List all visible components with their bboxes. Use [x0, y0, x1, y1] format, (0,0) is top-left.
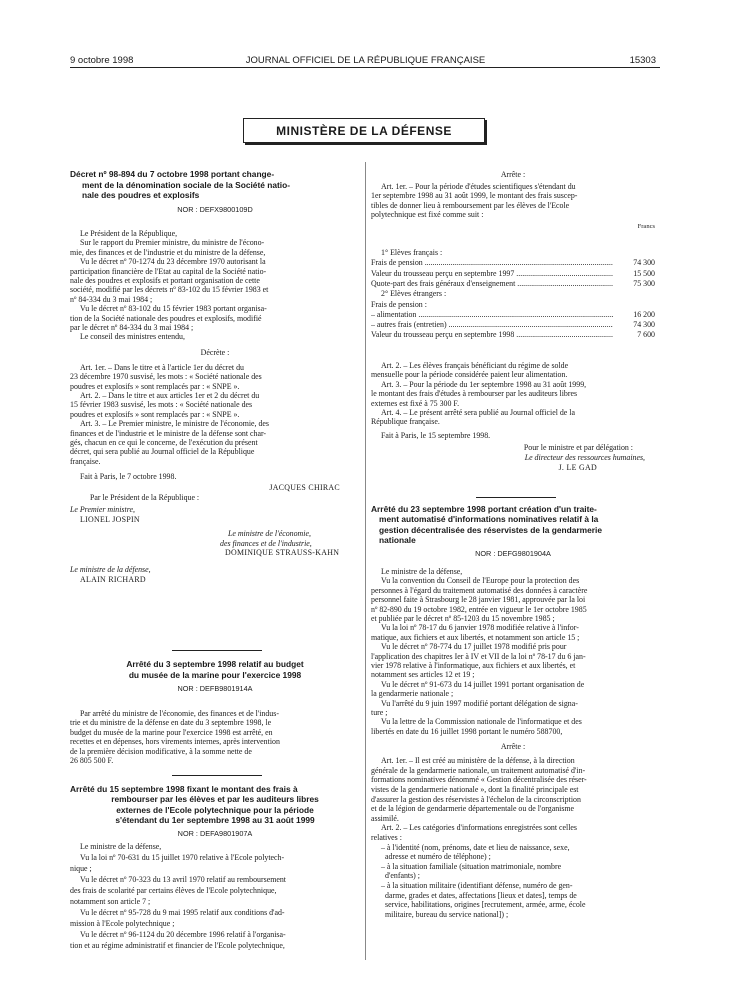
fee-label: – autres frais (entretien) .....	[371, 320, 613, 329]
fee-table-row	[371, 279, 655, 288]
decree-title: Décret nº 98-894 du 7 octobre 1998 portant change-	[70, 170, 275, 179]
signatory-title: Le Premier ministre,	[70, 505, 135, 515]
decree-title: ment de la dénomination sociale de la Société natio-	[82, 180, 291, 190]
paragraph-line: trie et du ministre de la défense en date du 3 septembre 1998, le	[70, 718, 272, 728]
fee-amount	[613, 300, 655, 309]
paragraph-line: budget du musée de la marine pour l'exercice 1998 est arrêté, en	[70, 727, 273, 737]
article-line: darme, grades et dates, affectations [lieux et dates], temps de	[385, 890, 577, 900]
article-line: externes est fixé à 75 300 F.	[371, 398, 460, 408]
article-line: tibles de donner lieu à remboursement par les élèves de l'Ecole	[371, 200, 570, 210]
fee-table-row	[371, 320, 655, 329]
article-line: militaire, bureau du service national]) ;	[385, 909, 509, 919]
article-line: Art. 1er. – Il est créé au ministère de la défense, à la direction	[381, 756, 575, 766]
paragraph-line: la gendarmerie nationale ;	[371, 689, 454, 699]
fee-amount: 74 300	[633, 320, 655, 330]
fee-amount: 74 300	[633, 258, 655, 268]
fee-table-row	[371, 289, 655, 298]
section-separator	[172, 775, 262, 776]
arrete-title: du musée de la marine pour l'exercice 1998	[128, 670, 302, 680]
section-separator	[172, 650, 262, 651]
fee-amount	[613, 248, 655, 257]
article-line: et de la légion de gendarmerie départementale ou de l'organisme	[371, 804, 575, 814]
header-journal-title: JOURNAL OFFICIEL DE LA RÉPUBLIQUE FRANÇAISE	[245, 55, 486, 66]
paragraph-line: tion de la Société nationale des poudres et explosifs, modifié	[70, 313, 262, 323]
arrete-title: s'étendant du 1er septembre 1998 au 31 août 1999	[115, 815, 315, 825]
article-line: Art. 1er. – Pour la période d'études scientifiques s'étendant du	[381, 182, 576, 191]
article-line: finances et de l'industrie et le ministre de la défense sont char-	[70, 428, 267, 438]
paragraph-line: Vu le décret nº 91-673 du 14 juillet 1991 portant organisation de	[381, 679, 585, 689]
paragraph-line: personnel faite à Strasbourg le 28 janvier 1981, approuvée par la loi	[371, 595, 586, 605]
paragraph-line: Vu la convention du Conseil de l'Europe pour la protection des	[381, 576, 580, 586]
article-line: 23 décembre 1970 susvisé, les mots : « Société nationale des	[70, 372, 262, 382]
paragraph-line: notamment ses articles 12 et 19 ;	[371, 670, 475, 680]
article-line: Art. 1er. – Dans le titre et à l'article 1er du décret du	[80, 362, 244, 372]
paragraph-line: nº 82-890 du 19 octobre 1982, entrée en vigueur le 1er octobre 1985	[371, 604, 587, 614]
paragraph-line: Par arrêté du ministre de l'économie, des finances et de l'indus-	[80, 709, 279, 718]
article-line: République française.	[371, 417, 440, 427]
paragraph-line: Vu le décret nº 70-1274 du 23 décembre 1970 autorisant la	[80, 257, 266, 267]
nor-reference: NOR : DEFA9801907A	[177, 829, 253, 838]
paragraph-line: nº 84-334 du 3 mai 1984 ;	[70, 294, 153, 304]
fee-amount: 75 300	[633, 278, 655, 288]
fee-label: 1° Elèves français :	[381, 248, 443, 257]
arrete-title: externes de l'Ecole polytechnique pour la période	[116, 805, 314, 815]
paragraph-line: mie, des finances et de l'industrie et du ministre de la défense,	[70, 247, 266, 257]
article-line: Art. 2. – Les catégories d'informations enregistrées sont celles	[381, 823, 577, 833]
article-line: Art. 3. – Le Premier ministre, le ministre de l'économie, des	[80, 419, 269, 429]
article-line: mensuelle pour la période considérée paient leur alimentation.	[371, 370, 568, 380]
fee-label: – alimentation .....	[371, 310, 613, 319]
fee-label: Valeur du trousseau perçu en septembre 1997 .....	[371, 269, 613, 278]
paragraph-line: vier 1978 relative à l'informatique, aux fichiers et aux libertés, et	[371, 661, 576, 670]
paragraph-line: mission à l'Ecole polytechnique ;	[70, 919, 175, 928]
arrete-title: ment automatisé d'informations nominatives relatif à la	[379, 515, 599, 525]
signatory-title: Le ministre de l'économie,	[228, 529, 311, 539]
section-separator	[476, 497, 556, 498]
signatory-name: ALAIN RICHARD	[80, 574, 146, 584]
header-date: 9 octobre 1998	[70, 55, 134, 66]
article-line: gés, chacun en ce qui le concerne, de l'exécution du présent	[70, 438, 258, 447]
fee-table-row	[371, 248, 655, 257]
fee-amount	[613, 289, 655, 298]
fee-amount: 15 500	[633, 268, 655, 278]
article-line: décret, qui sera publié au Journal officiel de la République	[70, 447, 255, 457]
column-unit-label: Francs	[637, 223, 655, 230]
article-line: service, habilitations, origines [recrutement, armée, arme, école	[385, 900, 586, 910]
article-line: Art. 2. – Dans le titre et aux articles 1er et 2 du décret du	[80, 391, 260, 400]
article-line: – à la situation familiale (situation matrimoniale, nombre	[381, 861, 562, 871]
paragraph-line: Vu le décret nº 78-774 du 17 juillet 1978 modifié pris pour	[381, 642, 567, 652]
paragraph-line: notamment son article 7 ;	[70, 897, 151, 906]
arrete-title: rembourser par les élèves et par les auditeurs libres	[111, 795, 319, 805]
article-line: – à l'identité (nom, prénoms, date et lieu de naissance, sexe,	[381, 842, 570, 852]
fee-amount: 16 200	[633, 309, 655, 319]
nor-reference: NOR : DEFB9801914A	[177, 684, 253, 693]
paragraph-line: personnes à l'égard du traitement automatisé des données à caractère	[371, 585, 588, 595]
fee-label: 2° Elèves étrangers :	[381, 289, 447, 299]
header-rule	[70, 67, 660, 68]
article-line: polytechnique est fixé comme suit :	[371, 210, 484, 220]
paragraph-line: Le Président de la République,	[80, 229, 178, 238]
signatory-title: Le ministre de la défense,	[70, 565, 151, 575]
arrete-title: Arrêté du 23 septembre 1998 portant création d'un traite-	[371, 505, 597, 514]
fee-label: Valeur du trousseau perçu en septembre 1998 .....	[371, 330, 613, 339]
paragraph-line: Vu le décret nº 96-1124 du 20 décembre 1996 relatif à l'organisa-	[80, 930, 286, 939]
article-line: le montant des frais d'études à rembourser par les auditeurs libres	[371, 389, 578, 399]
paragraph-line: Vu l'arrêté du 9 juin 1997 modifié portant délégation de signa-	[381, 698, 578, 708]
paragraph-line: recettes et en dépenses, hors virements internes, après intervention	[70, 737, 280, 747]
paragraph-line: des frais de scolarité par certains élèves de l'Ecole polytechnique,	[70, 886, 277, 895]
arrete-title: Arrêté du 15 septembre 1998 fixant le montant des frais à	[70, 785, 298, 794]
paragraph-line: Vu la loi nº 78-17 du 6 janvier 1978 modifiée relative à l'infor-	[381, 623, 579, 633]
paragraph-line: Le ministre de la défense,	[381, 567, 463, 576]
article-line: 15 février 1983 susvisé, les mots : « Société nationale des	[70, 400, 253, 410]
signatory-name: LIONEL JOSPIN	[80, 514, 140, 524]
article-line: poudres et explosifs » sont remplacés par : « SNPE ».	[70, 381, 240, 391]
article-line: assimilé.	[371, 813, 399, 823]
paragraph-line: Sur le rapport du Premier ministre, du ministre de l'écono-	[80, 238, 265, 248]
paragraph-line: ture ;	[371, 708, 388, 717]
arrete-label: Arrête :	[500, 742, 526, 752]
nor-reference: NOR : DEFX9800109D	[177, 205, 253, 214]
paragraph-line: Vu le décret nº 83-102 du 15 février 1983 portant organisa-	[80, 304, 267, 314]
column-divider	[365, 162, 366, 960]
article-line: relatives :	[371, 833, 402, 842]
paragraph-line: société, modifié par les décrets nº 83-102 du 15 février 1983 et	[70, 285, 269, 295]
article-line: Art. 4. – Le présent arrêté sera publié au Journal officiel de la	[381, 408, 575, 417]
nor-reference: NOR : DEFG9801904A	[475, 549, 551, 558]
fee-label: Frais de pension .....	[371, 258, 613, 267]
fee-table-row	[371, 330, 655, 339]
article-line: poudres et explosifs » sont remplacés par : « SNPE ».	[70, 409, 240, 419]
paragraph-line: Vu le décret nº 70-323 du 13 avril 1970 relatif au remboursement	[80, 875, 286, 884]
article-line: Art. 2. – Les élèves français bénéficiant du régime de solde	[381, 361, 569, 370]
fee-table-row	[371, 258, 655, 267]
article-line: vistes de la gendarmerie nationale », dont la finalité principale est	[371, 785, 579, 794]
article-line: générale de la gendarmerie nationale, un traitement automatisé d'in-	[371, 765, 586, 775]
paragraph-line: tion et au régime administratif et financier de l'Ecole polytechnique,	[70, 941, 285, 950]
paragraph-line: de la première décision modificative, à la somme nette de	[70, 746, 252, 756]
paragraph-line: Vu le décret nº 95-728 du 9 mai 1995 relatif aux conditions d'ad-	[80, 908, 285, 917]
header-page-number: 15303	[629, 55, 656, 66]
decrete-label: Décrète :	[200, 347, 230, 357]
signatory-name: DOMINIQUE STRAUSS-KAHN	[225, 548, 340, 558]
paragraph-line: libertés en date du 16 juillet 1998 portant le numéro 588700,	[371, 726, 563, 736]
article-line: – à la situation militaire (identifiant défense, numéro de gen-	[381, 881, 573, 890]
arrete-title: Arrêté du 3 septembre 1998 relatif au budget	[126, 660, 304, 669]
article-line: Art. 3. – Pour la période du 1er septembre 1998 au 31 août 1999,	[381, 379, 587, 389]
signatory-president: JACQUES CHIRAC	[269, 483, 340, 493]
paragraph-line: nique ;	[70, 864, 92, 873]
fee-table-row	[371, 300, 655, 309]
article-line: française.	[70, 456, 101, 466]
paragraph-line: matique, aux fichiers et aux libertés, et notamment son article 15 ;	[371, 632, 580, 642]
paragraph-line: Le conseil des ministres entendu,	[80, 332, 185, 342]
arrete-title: gestion décentralisée des réservistes de la gendarmerie	[379, 525, 602, 535]
signature-line: Par le Président de la République :	[90, 493, 200, 503]
paragraph-line: participation financière de l'Etat au capital de la Société natio-	[70, 266, 267, 276]
paragraph-line: Vu la lettre de la Commission nationale de l'informatique et des	[381, 717, 582, 727]
decree-title: nale des poudres et explosifs	[82, 191, 200, 200]
paragraph-line: Le ministre de la défense,	[80, 842, 162, 851]
fee-label: Quote-part des frais généraux d'enseignement .....	[371, 279, 613, 288]
ministry-heading: MINISTÈRE DE LA DÉFENSE	[243, 118, 485, 143]
signature-place-date: Fait à Paris, le 7 octobre 1998.	[80, 472, 177, 482]
signatory-title: des finances et de l'industrie,	[220, 538, 312, 548]
paragraph-line: 26 805 500 F.	[70, 756, 114, 765]
paragraph-line: Vu la loi nº 70-631 du 15 juillet 1970 relative à l'Ecole polytech-	[80, 853, 285, 862]
paragraph-line: nale des poudres et explosifs et portant organisation de cette	[70, 276, 260, 285]
signature-line: Pour le ministre et par délégation :	[523, 442, 633, 452]
article-line: d'enfants) ;	[385, 871, 420, 881]
fee-table-row	[371, 269, 655, 278]
fee-table-row	[371, 310, 655, 319]
paragraph-line: l'application des chapitres Ier à IV et VII de la loi nº 78-17 du 6 jan-	[371, 651, 586, 661]
arrete-title: nationale	[379, 535, 416, 545]
arrete-label: Arrête :	[500, 170, 526, 179]
paragraph-line: par le décret nº 84-334 du 3 mai 1984 ;	[70, 323, 194, 332]
fee-amount: 7 600	[637, 330, 655, 340]
article-line: adresse et numéro de téléphone) ;	[385, 852, 491, 862]
fee-label: Frais de pension :	[371, 299, 427, 309]
signatory-name: J. LE GAD	[558, 462, 597, 472]
paragraph-line: et publiée par le décret nº 85-1203 du 15 novembre 1985 ;	[371, 614, 555, 623]
article-line: formations nominatives dénommé « Gestion décentralisée des réser-	[371, 775, 587, 785]
article-line: 1er septembre 1998 au 31 août 1999, le montant des frais suscep-	[371, 191, 578, 201]
article-line: d'assurer la gestion des réservistes à l'échelon de la circonscription	[371, 794, 581, 804]
signatory-title: Le directeur des ressources humaines,	[524, 452, 645, 462]
signature-place-date: Fait à Paris, le 15 septembre 1998.	[381, 430, 491, 440]
